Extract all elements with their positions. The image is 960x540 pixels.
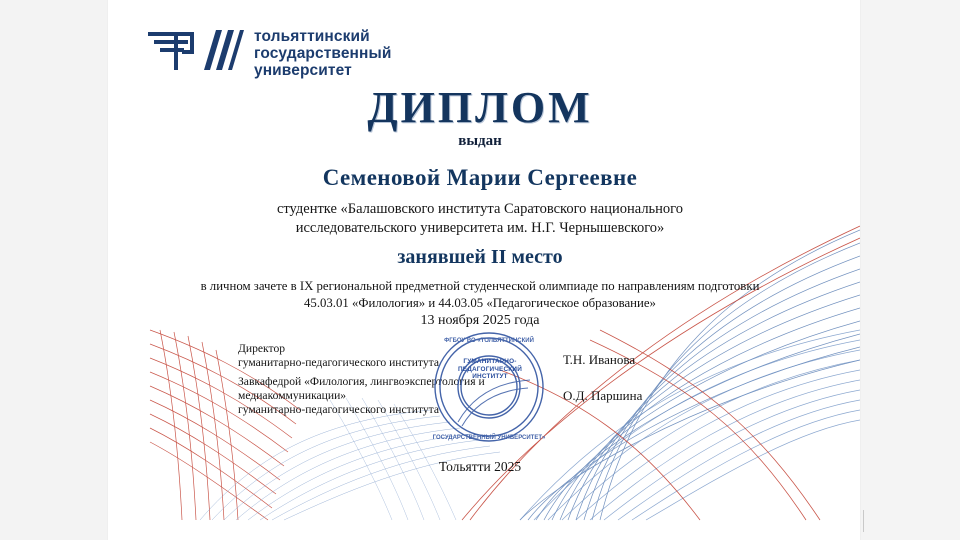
institute-seal-icon — [432, 330, 547, 445]
director-role-line-2: гуманитарно-педагогического института — [238, 356, 439, 369]
affiliation-line-1: студентке «Балашовского института Саратовского национального — [276, 201, 684, 217]
svg-text:ГОСУДАРСТВЕННЫЙ УНИВЕРСИТЕТ»: ГОСУДАРСТВЕННЫЙ УНИВЕРСИТЕТ» — [432, 435, 546, 441]
org-line-2: государственный — [254, 45, 392, 62]
seal-inner-text: ГУМАНИТАРНО- ПЕДАГОГИЧЕСКИЙ ИНСТИТУТ — [457, 358, 522, 381]
head-role-line-2: медиакоммуникации» — [238, 389, 347, 402]
affiliation-line-2: исследовательского университета им. Н.Г. Чернышевского» — [295, 220, 665, 236]
event-description — [0, 278, 960, 312]
director-name: Т.Н. Иванова — [563, 352, 636, 367]
signature-block-director — [238, 342, 439, 370]
event-line-2: 45.03.01 «Филология» и 44.03.05 «Педагогическое образование» — [304, 296, 656, 310]
issued-label: выдан — [458, 133, 502, 149]
tgu-logo-icon — [148, 26, 244, 78]
event-line-1: в личном зачете в IX региональной предметной студенческой олимпиаде по направлениям подготовки — [200, 279, 760, 293]
city-year: Тольятти 2025 — [438, 459, 522, 474]
issue-date: 13 ноября 2025 года — [420, 313, 540, 328]
document-title: ДИПЛОМ — [367, 83, 593, 132]
org-line-1: тольяттинский — [254, 28, 370, 45]
director-role-line-1: Директор — [238, 342, 286, 355]
org-line-3: университет — [254, 62, 352, 79]
head-role-line-3: гуманитарно-педагогического института — [238, 403, 439, 416]
page-corner-mark — [853, 510, 864, 532]
organization-name — [254, 26, 391, 79]
award-placement: занявшей II место — [397, 246, 563, 268]
logo-block — [148, 26, 391, 79]
head-of-department-name: О.Д. Паршина — [563, 388, 643, 403]
recipient-affiliation — [0, 200, 960, 238]
head-role-line-1: Завкафедрой «Филология, лингвоэкспертология и — [238, 375, 485, 388]
svg-text:ФГБОУ ВО «ТОЛЬЯТТИНСКИЙ: ФГБОУ ВО «ТОЛЬЯТТИНСКИЙ — [444, 338, 534, 344]
recipient-name: Семеновой Марии Сергеевне — [322, 165, 638, 190]
